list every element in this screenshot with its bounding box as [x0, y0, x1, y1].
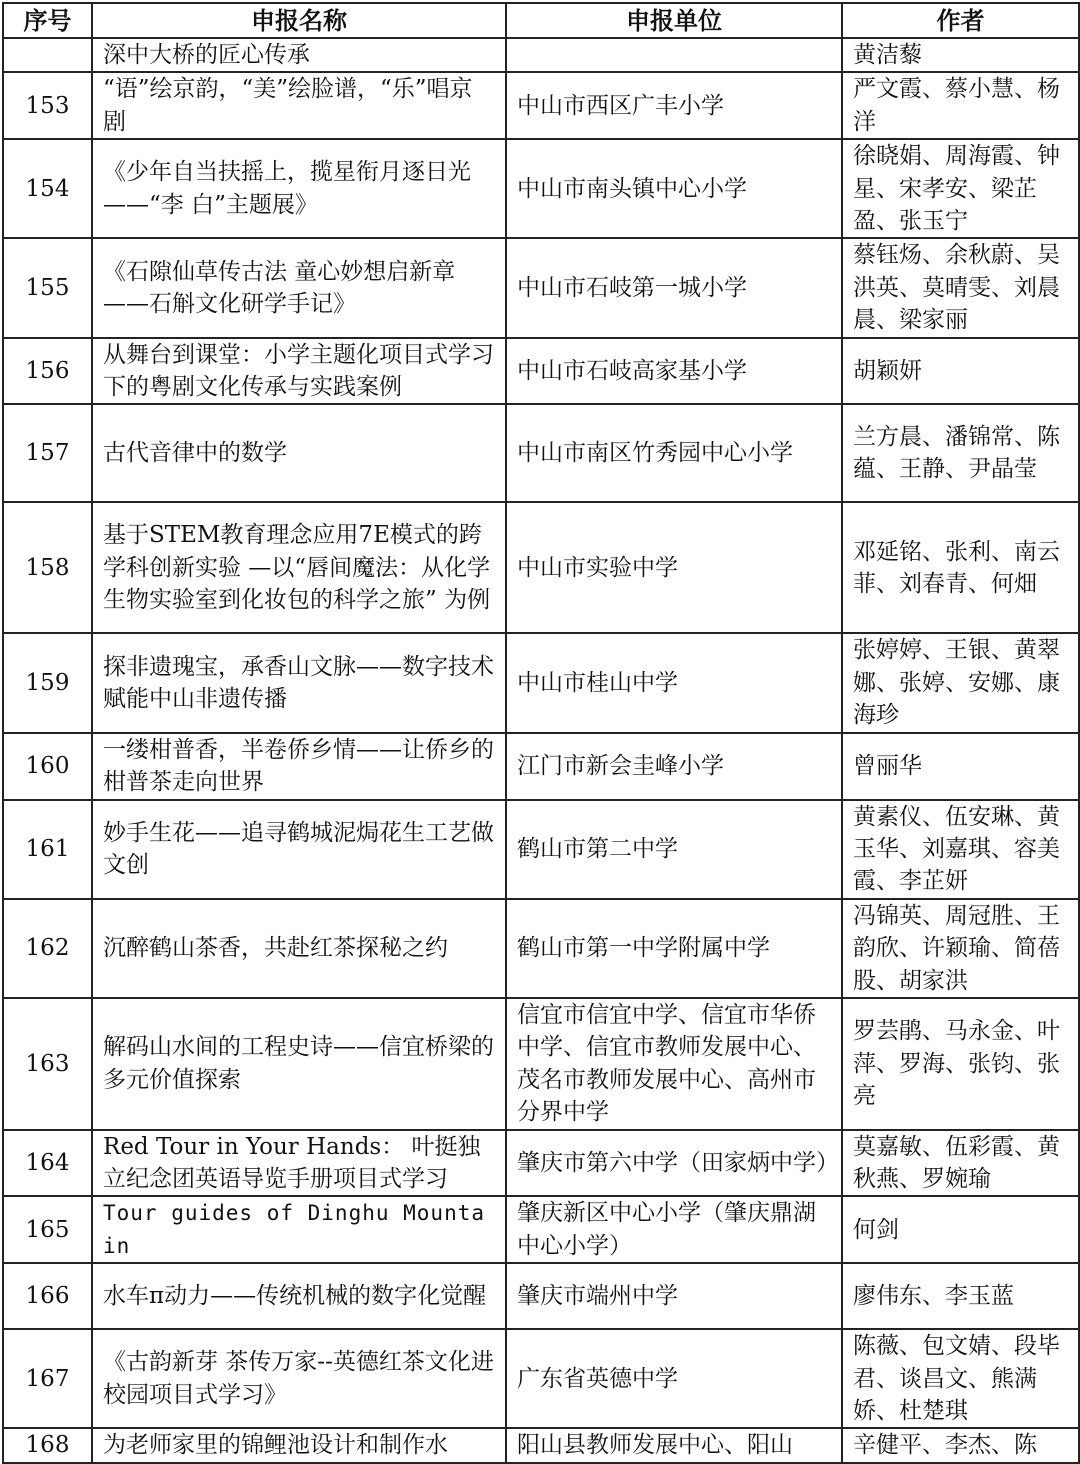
- row-authors: 徐晓娟、周海霞、钟星、宋孝安、梁芷盈、张玉宁: [842, 139, 1079, 238]
- table-row: [3, 139, 1079, 238]
- row-unit: 鹤山市第一中学附属中学: [506, 899, 842, 998]
- row-num: 154: [3, 139, 92, 238]
- row-authors: 邓延铭、张利、南云菲、刘春青、何畑: [842, 502, 1079, 633]
- table-row: [3, 998, 1079, 1130]
- header-num: 序号: [3, 3, 92, 38]
- row-title: Tour guides of Dinghu Mountain: [92, 1196, 506, 1263]
- row-title: 为老师家里的锦鲤池设计和制作水: [92, 1428, 506, 1462]
- row-title: 《少年自当扶摇上，揽星衔月逐日光——“李 白”主题展》: [92, 139, 506, 238]
- row-authors: 黄素仪、伍安琳、黄玉华、刘嘉琪、容美霞、李芷妍: [842, 800, 1079, 899]
- row-unit: 中山市南头镇中心小学: [506, 139, 842, 238]
- table-row: [3, 1130, 1079, 1197]
- header-title: 申报名称: [92, 3, 506, 38]
- row-authors: 何剑: [842, 1196, 1079, 1263]
- row-authors: 陈薇、包文婧、段毕君、谈昌文、熊满娇、杜楚琪: [842, 1329, 1079, 1428]
- header-unit: 申报单位: [506, 3, 842, 38]
- row-authors: 曾丽华: [842, 733, 1079, 800]
- row-title: “语”绘京韵，“美”绘脸谱，“乐”唱京剧: [92, 72, 506, 139]
- row-unit: 中山市实验中学: [506, 502, 842, 633]
- row-title: 解码山水间的工程史诗——信宜桥梁的多元价值探索: [92, 998, 506, 1130]
- row-unit: 信宜市信宜中学、信宜市华侨中学、信宜市教师发展中心、茂名市教师发展中心、高州市分界中学: [506, 998, 842, 1130]
- table-row: [3, 38, 1079, 72]
- table-row: [3, 1196, 1079, 1263]
- table-row: [3, 1428, 1079, 1462]
- row-title: 深中大桥的匠心传承: [92, 38, 506, 72]
- row-unit: 鹤山市第二中学: [506, 800, 842, 899]
- table-row: [3, 338, 1079, 405]
- row-authors: 蔡钰炀、余秋蔚、吴洪英、莫晴雯、刘晨晨、梁家丽: [842, 238, 1079, 337]
- row-unit: 中山市西区广丰小学: [506, 72, 842, 139]
- row-authors: 黄洁藜: [842, 38, 1079, 72]
- row-unit: 肇庆新区中心小学（肇庆鼎湖中心小学）: [506, 1196, 842, 1263]
- row-unit: 肇庆市端州中学: [506, 1263, 842, 1329]
- row-title: 古代音律中的数学: [92, 404, 506, 502]
- row-num: 157: [3, 404, 92, 502]
- header-row: [3, 3, 1079, 38]
- row-title: 基于STEM教育理念应用7E模式的跨学科创新实验 —以“唇间魔法：从化学生物实验室到化妆包的科学之旅” 为例: [92, 502, 506, 633]
- row-unit: 广东省英德中学: [506, 1329, 842, 1428]
- row-title: 从舞台到课堂：小学主题化项目式学习下的粤剧文化传承与实践案例: [92, 338, 506, 405]
- row-num: 166: [3, 1263, 92, 1329]
- row-num: 155: [3, 238, 92, 337]
- row-title: 《石隙仙草传古法 童心妙想启新章——石斛文化研学手记》: [92, 238, 506, 337]
- table-row: [3, 238, 1079, 337]
- row-unit: 中山市石岐高家基小学: [506, 338, 842, 405]
- table-row: [3, 899, 1079, 998]
- row-unit: 中山市南区竹秀园中心小学: [506, 404, 842, 502]
- row-num: 165: [3, 1196, 92, 1263]
- row-num: 156: [3, 338, 92, 405]
- row-authors: 莫嘉敏、伍彩霞、黄秋燕、罗婉瑜: [842, 1130, 1079, 1197]
- row-num: 164: [3, 1130, 92, 1197]
- row-unit: [506, 38, 842, 72]
- table-row: [3, 502, 1079, 633]
- row-num: 163: [3, 998, 92, 1130]
- row-title: 水车π动力——传统机械的数字化觉醒: [92, 1263, 506, 1329]
- row-title: Red Tour in Your Hands： 叶挺独立纪念团英语导览手册项目式学习: [92, 1130, 506, 1197]
- row-num: [3, 38, 92, 72]
- table-row: [3, 404, 1079, 502]
- row-num: 167: [3, 1329, 92, 1428]
- row-unit: 中山市石岐第一城小学: [506, 238, 842, 337]
- table-row: [3, 633, 1079, 732]
- header-authors: 作者: [842, 3, 1079, 38]
- row-authors: 兰方晨、潘锦常、陈蕴、王静、尹晶莹: [842, 404, 1079, 502]
- row-num: 162: [3, 899, 92, 998]
- row-num: 158: [3, 502, 92, 633]
- row-num: 160: [3, 733, 92, 800]
- row-title: 沉醉鹤山茶香，共赴红茶探秘之约: [92, 899, 506, 998]
- row-num: 168: [3, 1428, 92, 1462]
- row-title: 妙手生花——追寻鹤城泥焗花生工艺做文创: [92, 800, 506, 899]
- row-unit: 肇庆市第六中学（田家炳中学）: [506, 1130, 842, 1197]
- row-authors: 罗芸鹃、马永金、叶萍、罗海、张钧、张亮: [842, 998, 1079, 1130]
- row-authors: 胡颖妍: [842, 338, 1079, 405]
- row-unit: 中山市桂山中学: [506, 633, 842, 732]
- row-title: 一缕柑普香，半卷侨乡情——让侨乡的柑普茶走向世界: [92, 733, 506, 800]
- project-table: [2, 2, 1080, 1464]
- row-unit: 阳山县教师发展中心、阳山: [506, 1428, 842, 1462]
- row-title: 《古韵新芽 茶传万家--英德红茶文化进校园项目式学习》: [92, 1329, 506, 1428]
- table-row: [3, 733, 1079, 800]
- row-num: 153: [3, 72, 92, 139]
- row-unit: 江门市新会圭峰小学: [506, 733, 842, 800]
- row-title: 探非遗瑰宝，承香山文脉——数字技术赋能中山非遗传播: [92, 633, 506, 732]
- row-authors: 辛健平、李杰、陈: [842, 1428, 1079, 1462]
- row-num: 159: [3, 633, 92, 732]
- table-row: [3, 1329, 1079, 1428]
- row-authors: 张婷婷、王银、黄翠娜、张婷、安娜、康海珍: [842, 633, 1079, 732]
- table-row: [3, 72, 1079, 139]
- row-authors: 廖伟东、李玉蓝: [842, 1263, 1079, 1329]
- row-authors: 严文霞、蔡小慧、杨洋: [842, 72, 1079, 139]
- table-row: [3, 800, 1079, 899]
- row-authors: 冯锦英、周冠胜、王韵欣、许颖瑜、简蓓股、胡家洪: [842, 899, 1079, 998]
- row-num: 161: [3, 800, 92, 899]
- table-row: [3, 1263, 1079, 1329]
